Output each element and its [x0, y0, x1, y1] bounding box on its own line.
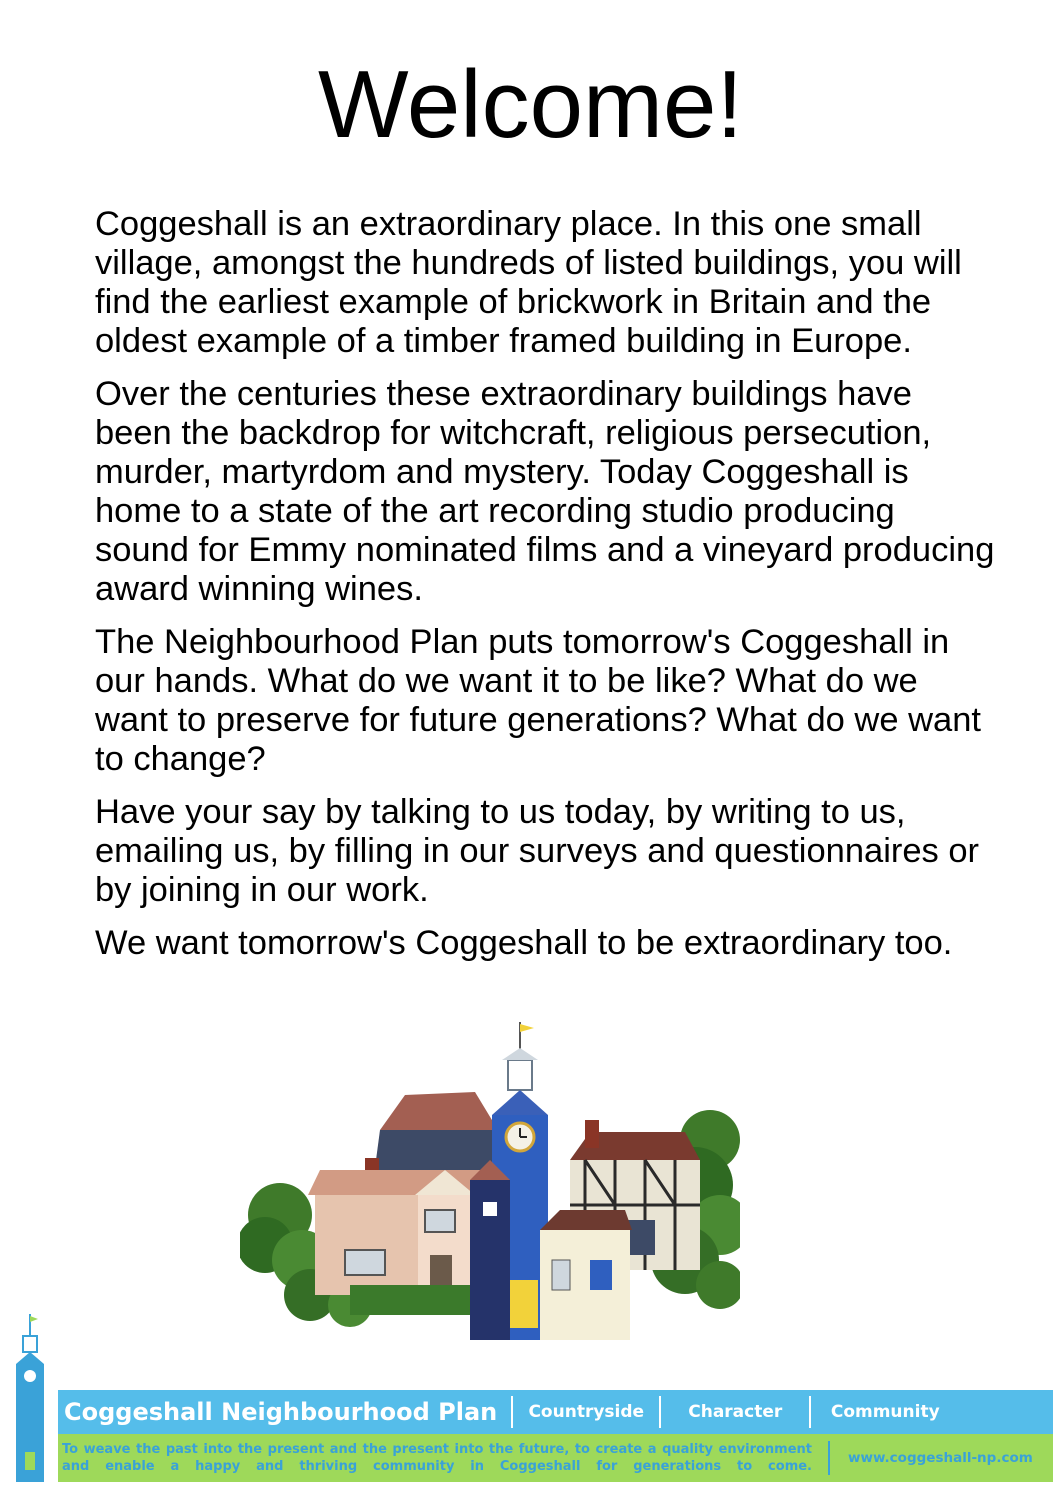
website-link[interactable]: www.coggeshall-np.com: [848, 1450, 1033, 1466]
welcome-text: [95, 205, 995, 977]
paragraph-history: Coggeshall is an extraordinary place. In this one small village, amongst the hundreds of listed buildings, you will find the earliest example of brickwork in Britain and the oldest example of a timber framed building in Europe.: [95, 205, 962, 360]
footer-title-band: [58, 1390, 1053, 1434]
pillar-character: Character: [688, 1402, 783, 1422]
paragraph-closing: We want tomorrow's Coggeshall to be extraordinary too.: [95, 924, 953, 962]
paragraph-plan: The Neighbourhood Plan puts tomorrow's Coggeshall in our hands. What do we want it to be like? What do we want to preserve for future generations? What do we want to change?: [95, 623, 981, 778]
plan-name: Coggeshall Neighbourhood Plan: [64, 1398, 498, 1426]
divider: [828, 1441, 830, 1475]
paragraph-today: Over the centuries these extraordinary buildings have been the backdrop for witchcraft, religious persecution, murder, martyrdom and mystery. Today Coggeshall is home to a state of the art recording studio producing sound for Emmy nominated films and a vineyard producing award winning wines.: [95, 375, 995, 608]
footer-banner: [58, 1390, 1053, 1482]
village-illustration: [240, 1020, 740, 1350]
pillar-countryside: Countryside: [528, 1402, 645, 1422]
clock-tower-logo: [8, 1312, 52, 1482]
mission-statement: To weave the past into the present and the present into the future, to create a quality environment and enable a happy and thriving community in Coggeshall for generations to come.: [62, 1442, 812, 1474]
footer-mission-band: [58, 1434, 1053, 1482]
page-title: Welcome!: [317, 51, 743, 158]
pillar-community: Community: [830, 1402, 940, 1422]
paragraph-have-your-say: Have your say by talking to us today, by writing to us, emailing us, by filling in our surveys and questionnaires or by joining in our work.: [95, 793, 980, 909]
